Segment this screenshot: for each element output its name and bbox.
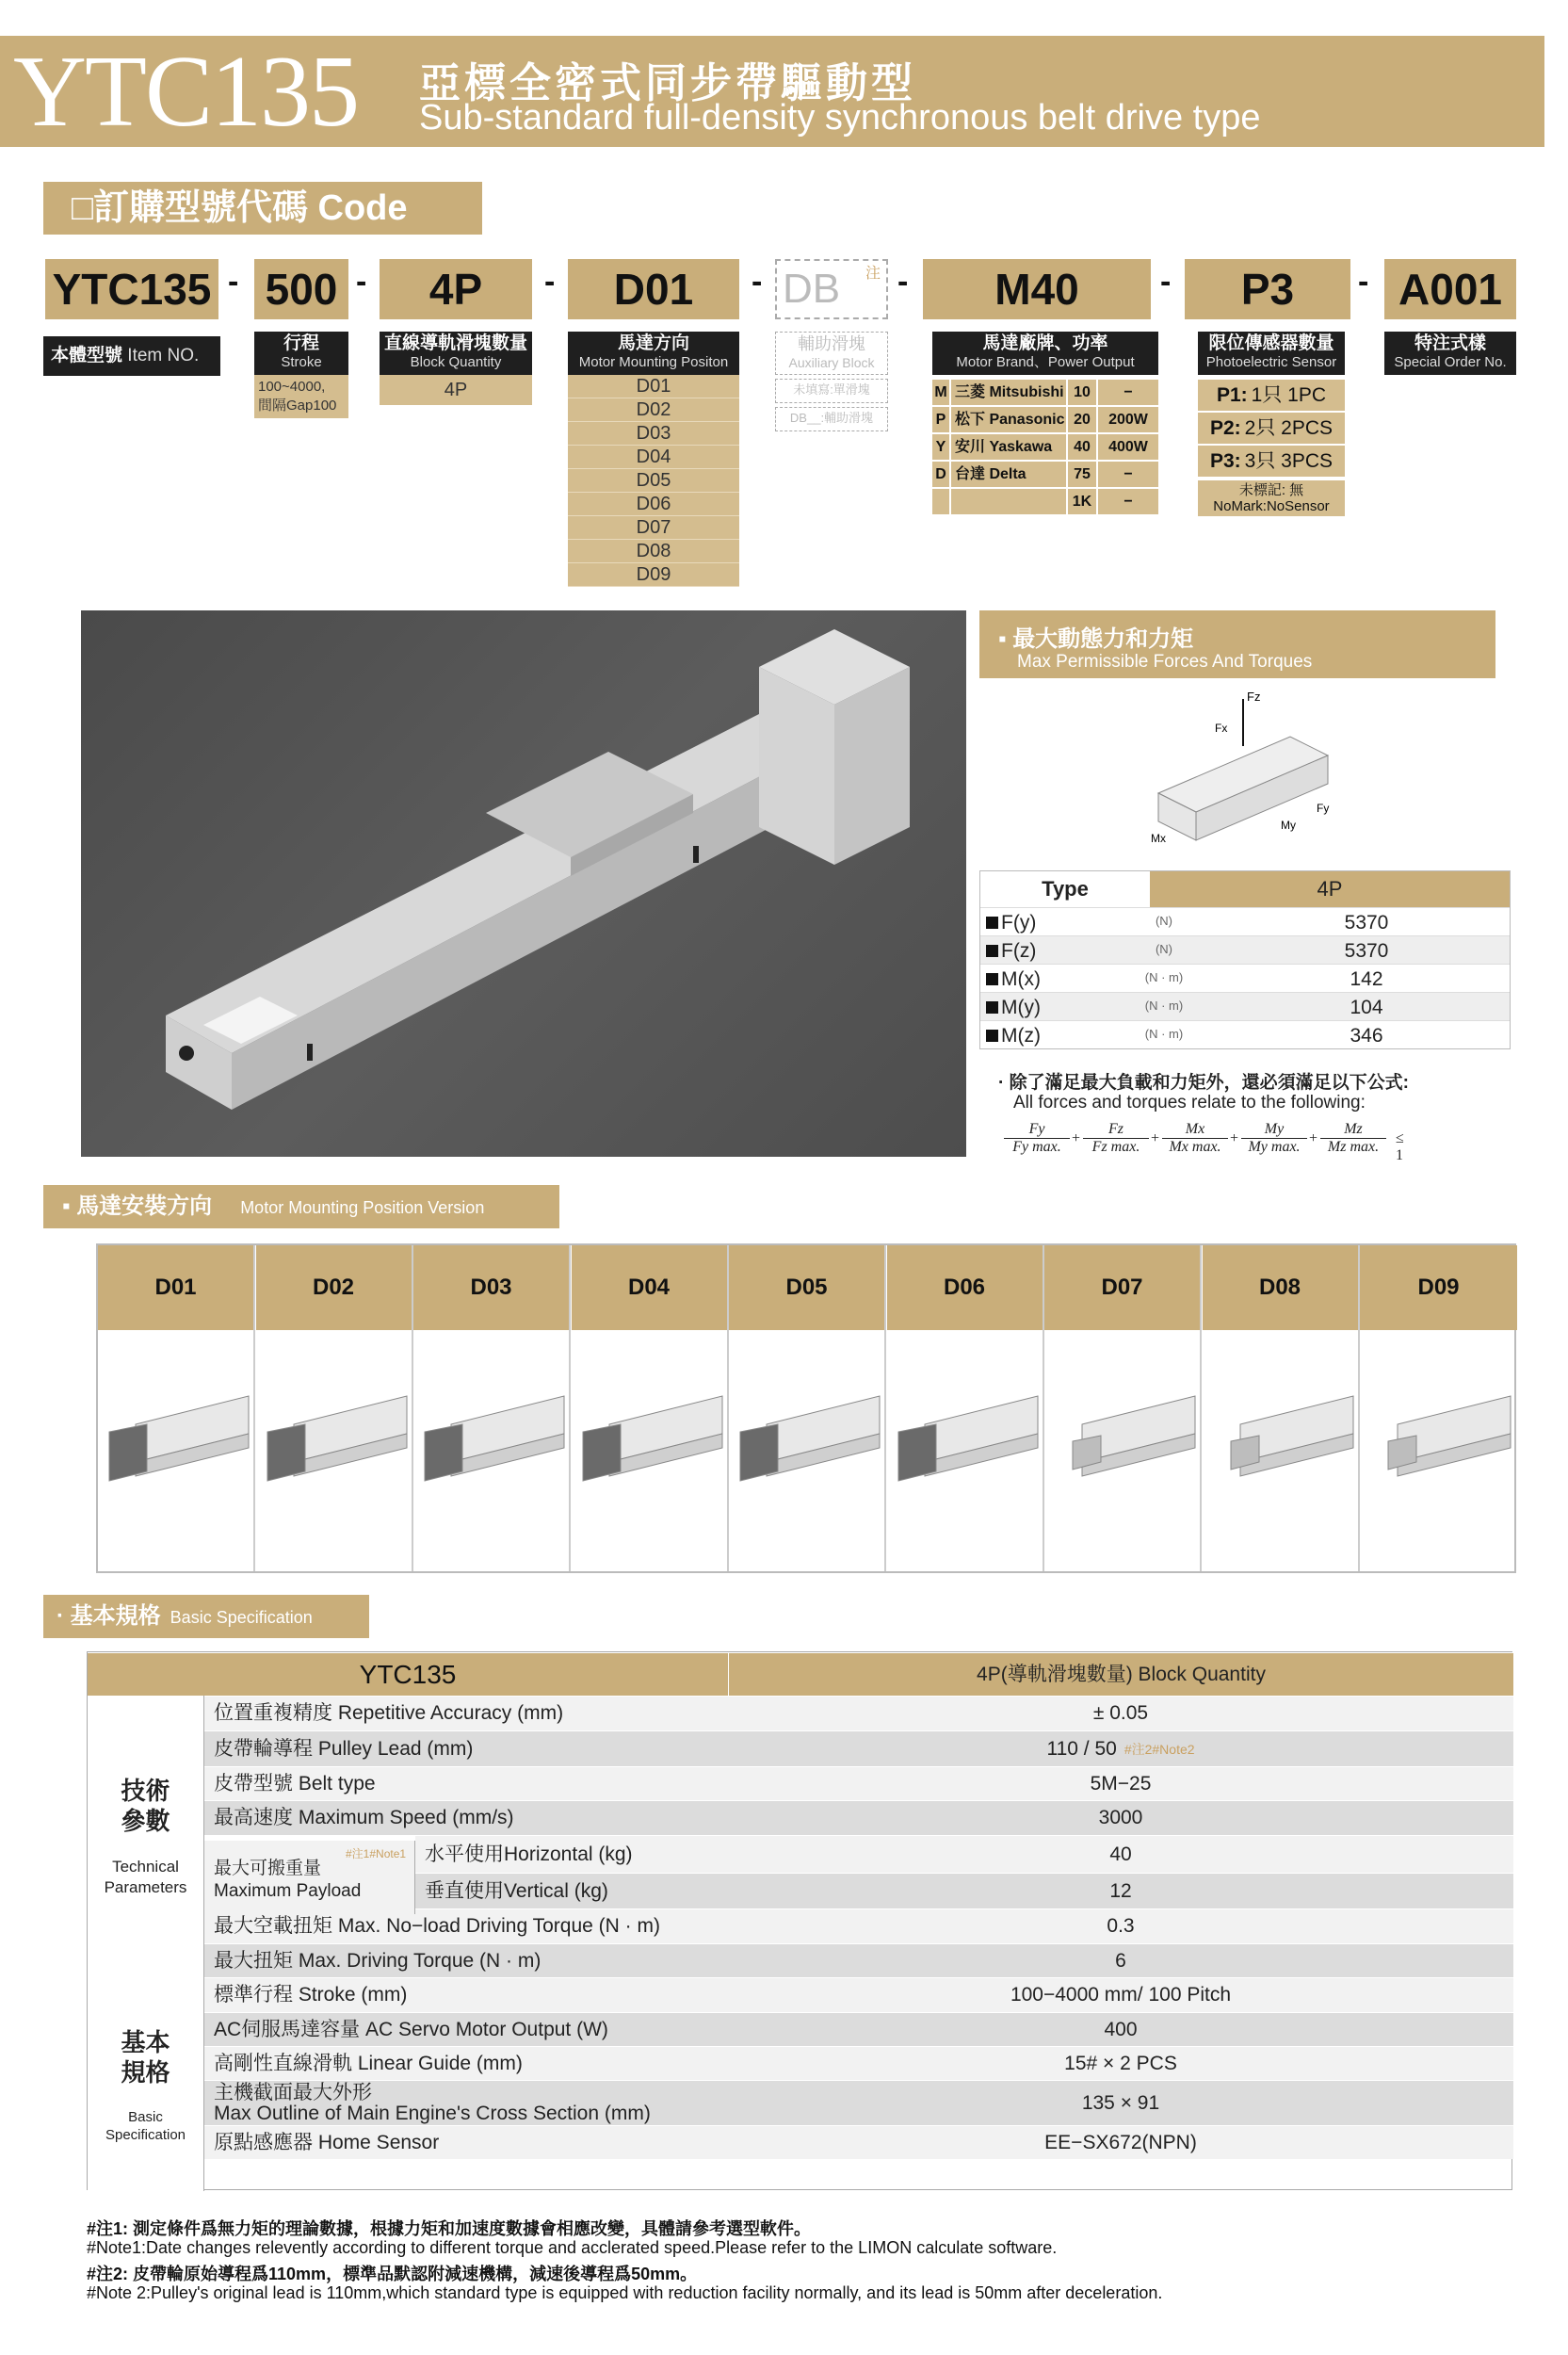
spec-label: 皮帶輪導程 Pulley Lead (mm) [204,1731,728,1766]
motor-code: M [932,380,949,405]
code-db: DB 注 [775,259,888,319]
note2-cn: #注2: 皮帶輪原始導程爲110mm，標準品默認附減速機構，減速後導程爲50mm。 [87,2265,698,2283]
motor-watt: − [1098,462,1158,487]
spec-label: 最大扭矩 Max. Driving Torque (N · m) [204,1944,728,1977]
label-special: 特注式樣 Special Order No. [1384,332,1516,375]
motor-code [932,489,949,514]
forces-table-head: Type 4P [980,871,1510,907]
spec-value: 5M−25 [728,1767,1513,1800]
motor-row [932,380,1158,405]
label-motor: 馬達廠牌、功率 Motor Brand、Power Output [932,332,1158,375]
label-stroke: 行程 Stroke [254,332,348,375]
mount-col-header: D02 [256,1245,412,1330]
forces-table [979,870,1511,1049]
mount-col-d09 [1360,1245,1517,1571]
svg-text:My: My [1281,819,1296,832]
sensor-option: P1: 1只 1PC [1198,380,1345,411]
note2-en: #Note 2:Pulley's original lead is 110mm,which standard type is equipped with reduction facility normally, and its lead is 50mm after deceleration. [87,2283,1163,2302]
motor-row [932,434,1158,460]
mount-col-header: D08 [1203,1245,1358,1330]
mount-col-header: D07 [1044,1245,1200,1330]
forces-diagram [1149,680,1337,859]
motor-power-code: 40 [1068,434,1096,460]
motor-power-code: 10 [1068,380,1096,405]
group-technical: 技術 參數 Technical Parameters [88,1696,204,1990]
spec-value: 40 [728,1836,1513,1873]
code-sensor: P3 [1185,259,1350,319]
payload-label: #注1#Note1 最大可搬重量 Maximum Payload [204,1841,415,1914]
motor-brand [951,489,1066,514]
mount-option: D06 [568,493,739,516]
spec-value: 400 [728,2013,1513,2046]
spec-label: 位置重複精度 Repetitive Accuracy (mm) [204,1697,728,1730]
mount-illustration [572,1330,729,1566]
mount-col-d05 [729,1245,886,1571]
label-model: 本體型號 Item NO. [43,336,220,376]
spec-value: 100−4000 mm/ 100 Pitch [728,1978,1513,2012]
spec-value: 110 / 50 #注2#Note2 [728,1731,1513,1766]
mount-illustration [1203,1330,1360,1566]
motor-watt: − [1098,380,1158,405]
spec-label: 水平使用Horizontal (kg) [415,1836,728,1873]
spec-row [88,2125,1513,2159]
force-row: M(x) (N · m) 142 [980,964,1510,992]
mount-illustration [256,1330,413,1566]
mount-option: D04 [568,446,739,469]
spec-table [87,1651,1512,2190]
spec-row [88,1977,1513,2012]
spec-row [88,2012,1513,2046]
label-block: 直線導軌滑塊數量 Block Quantity [380,332,532,375]
code-model: YTC135 [45,259,218,319]
title-en: Sub-standard full-density synchronous belt drive type [419,98,1261,138]
note1-cn: #注1: 測定條件爲無力矩的理論數據，根據力矩和加速度數據會相應改變，具體請參考選型軟件。 [87,2219,812,2238]
mount-illustration [729,1330,886,1566]
mounting-title: ▪ 馬達安裝方向 Motor Mounting Position Version [43,1185,559,1228]
spec-row [88,1766,1513,1800]
motor-power-code: 75 [1068,462,1096,487]
svg-text:Fx: Fx [1215,722,1228,735]
motor-watt: − [1098,489,1158,514]
force-row: M(y) (N · m) 104 [980,992,1510,1020]
mount-col-header: D04 [572,1245,727,1330]
formula-term: Mz Mz max. [1320,1121,1386,1156]
db-option-2: DB__:輔助滑塊 [775,407,888,431]
sensor-option: P3: 3只 3PCS [1198,446,1345,477]
code-stroke: 500 [254,259,348,319]
spec-value: 135 × 91 [728,2081,1513,2125]
mount-options [568,375,739,587]
force-row: F(y) (N) 5370 [980,907,1510,935]
db-option-1: 未填寫:單滑塊 [775,379,888,403]
motor-watt: 200W [1098,407,1158,432]
motor-power-code: 20 [1068,407,1096,432]
model-title: YTC135 [13,36,358,148]
code-motor: M40 [923,259,1151,319]
svg-text:Fy: Fy [1317,802,1330,815]
mounting-grid [96,1243,1516,1573]
mount-option: D05 [568,469,739,493]
motor-brand: 三菱 Mitsubishi [951,380,1066,405]
mount-option: D03 [568,422,739,446]
header-banner [0,36,1544,147]
sensor-option: P2: 2只 2PCS [1198,413,1345,444]
formula-term: Fz Fz max. [1083,1121,1149,1156]
spec-value: 6 [728,1944,1513,1977]
svg-text:Mx: Mx [1151,832,1166,845]
mount-illustration [413,1330,571,1566]
formula-term: My My max. [1241,1121,1307,1156]
label-db: 輔助滑塊 Auxiliary Block [775,332,888,375]
mount-option: D07 [568,516,739,540]
force-row: M(z) (N · m) 346 [980,1020,1510,1048]
spec-row [88,1943,1513,1977]
group-basic: 基本 規格 Basic Specification [88,1990,204,2191]
mount-col-d03 [413,1245,571,1571]
spec-label: 皮帶型號 Belt type [204,1767,728,1800]
mount-option: D08 [568,540,739,563]
motor-code: D [932,462,949,487]
mount-col-header: D09 [1360,1245,1517,1330]
spec-row [88,2046,1513,2080]
linear-module-illustration [81,610,966,1157]
formula-note-en: All forces and torques relate to the following: [1013,1093,1366,1113]
block-value: 4P [380,375,532,405]
spec-value: 12 [728,1874,1513,1908]
sensor-none: 未標記: 無 NoMark:NoSensor [1198,480,1345,516]
mount-col-d01 [98,1245,255,1571]
spec-row [88,1696,1513,1730]
mount-option: D02 [568,398,739,422]
spec-title: · 基本規格 Basic Specification [43,1595,369,1638]
spec-value: 15# × 2 PCS [728,2047,1513,2080]
force-row: F(z) (N) 5370 [980,935,1510,964]
product-photo [81,610,966,1157]
motor-row [932,489,1158,514]
motor-row [932,462,1158,487]
mount-illustration [887,1330,1044,1566]
formula-note-cn: · 除了滿足最大負載和力矩外，還必須滿足以下公式: [998,1073,1409,1093]
mount-col-d07 [1044,1245,1202,1571]
mount-col-header: D01 [98,1245,253,1330]
spec-label: 主機截面最大外形 Max Outline of Main Engine's Cross Section (mm) [204,2081,728,2125]
formula-term: Fy Fy max. [1004,1121,1070,1156]
motor-power-code: 1K [1068,489,1096,514]
motor-brand: 台達 Delta [951,462,1066,487]
spec-row [88,1730,1513,1766]
spec-label: 原點感應器 Home Sensor [204,2126,728,2159]
motor-row [932,407,1158,432]
mount-col-header: D06 [887,1245,1043,1330]
code-section-title: □訂購型號代碼 Code [43,182,482,235]
mount-option: D09 [568,563,739,587]
motor-brand: 安川 Yaskawa [951,434,1066,460]
stroke-range: 100~4000, 間隔Gap100 [254,375,348,418]
mount-illustration [98,1330,255,1566]
mount-col-header: D05 [729,1245,884,1330]
spec-head: YTC135 4P(導軌滑塊數量) Block Quantity [88,1652,1513,1696]
mount-col-d02 [256,1245,413,1571]
mount-col-d08 [1203,1245,1360,1571]
mount-illustration [1044,1330,1202,1566]
spec-value: ± 0.05 [728,1697,1513,1730]
spec-value: EE−SX672(NPN) [728,2126,1513,2159]
spec-label: 最高速度 Maximum Speed (mm/s) [204,1801,728,1835]
title-cn: 亞標全密式同步帶驅動型 [419,60,916,106]
motor-code: Y [932,434,949,460]
spec-label: AC伺服馬達容量 AC Servo Motor Output (W) [204,2013,728,2046]
note1-en: #Note1:Date changes relevently according to different torque and acclerated speed.Please refer to the LIMON calculate software. [87,2238,1058,2257]
spec-label: 最大空載扭矩 Max. No−load Driving Torque (N · m) [204,1909,728,1943]
spec-label: 垂直使用Vertical (kg) [415,1874,728,1908]
motor-code: P [932,407,949,432]
forces-title: ▪ 最大動態力和力矩 Max Permissible Forces And Torques [979,610,1495,678]
code-mount: D01 [568,259,739,319]
label-sensor: 限位傳感器數量 Photoelectric Sensor [1198,332,1345,375]
spec-label: 標準行程 Stroke (mm) [204,1978,728,2012]
mount-col-header: D03 [413,1245,569,1330]
spec-label: 高剛性直線滑軌 Linear Guide (mm) [204,2047,728,2080]
motor-watt: 400W [1098,434,1158,460]
mount-col-d04 [572,1245,729,1571]
code-special: A001 [1384,259,1516,319]
mount-col-d06 [887,1245,1044,1571]
spec-row [88,2080,1513,2125]
code-block: 4P [380,259,532,319]
spec-row [88,1800,1513,1835]
spec-value: 3000 [728,1801,1513,1835]
spec-value: 0.3 [728,1909,1513,1943]
mount-illustration [1360,1330,1517,1566]
label-mount: 馬達方向 Motor Mounting Positon [568,332,739,375]
mount-option: D01 [568,375,739,398]
motor-brand: 松下 Panasonic [951,407,1066,432]
formula-term: Mx Mx max. [1162,1121,1228,1156]
svg-text:Fz: Fz [1247,690,1261,704]
